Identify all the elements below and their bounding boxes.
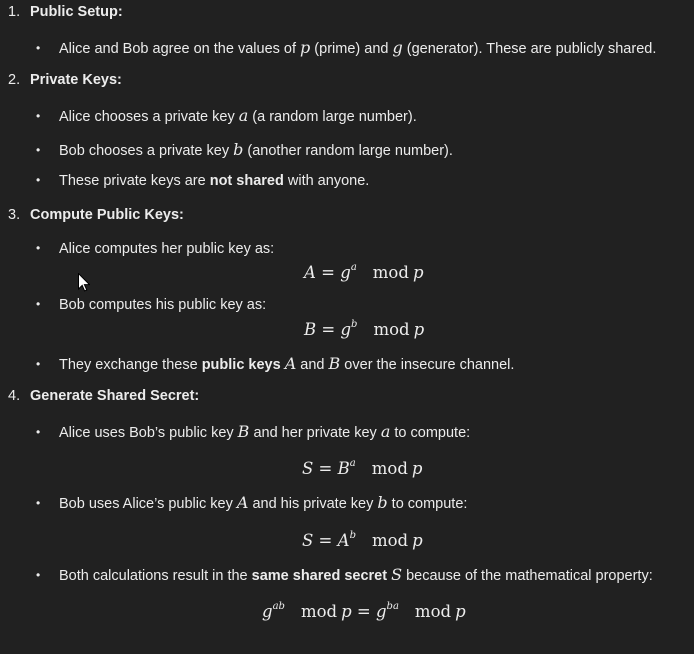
step-title: Generate Shared Secret: <box>30 388 200 404</box>
math-var: a <box>238 106 249 125</box>
math-var: B <box>237 422 250 441</box>
list-item: • Alice chooses a private key a (a random large number). <box>36 106 417 125</box>
step-number: 4. <box>8 388 21 404</box>
bullet-dot: • <box>36 357 41 371</box>
step-title: Compute Public Keys: <box>30 207 184 223</box>
math-var: S <box>391 565 403 584</box>
step-2-heading <box>8 72 122 88</box>
list-item: • Bob chooses a private key b (another random large number). <box>36 140 453 159</box>
bold-text: public keys <box>201 357 281 373</box>
list-item: • Both calculations result in the same shared secret S because of the mathematical property: <box>36 565 653 584</box>
bullet-dot: • <box>36 425 41 439</box>
formula-public-key-b: $B = g^b$ mod p <box>304 319 425 339</box>
bullet-dot: • <box>36 143 41 157</box>
list-item: • Bob uses Alice’s public key A and his private key b to compute: <box>36 493 468 512</box>
math-var: B <box>328 354 341 373</box>
step-1-heading <box>8 4 123 20</box>
list-item: • Bob computes his public key as: <box>36 297 267 313</box>
list-item: • Alice and Bob agree on the values of p (prime) and g (generator). These are publicly shared. <box>36 38 657 57</box>
math-var: p <box>300 38 311 57</box>
bullet-dot: • <box>36 41 41 55</box>
math-var: A <box>284 354 297 373</box>
bullet-dot: • <box>36 297 41 311</box>
math-var: A <box>236 493 249 512</box>
formula-property: $g^{ab}$ mod $p = g^{ba}$ mod p <box>262 601 466 621</box>
formula-shared-secret-bob: $S = A^b$ mod p <box>302 530 423 550</box>
math-var: b <box>233 140 244 159</box>
step-title: Private Keys: <box>30 72 122 88</box>
list-item: • These private keys are not shared with anyone. <box>36 173 370 189</box>
list-item: • Alice computes her public key as: <box>36 241 275 257</box>
formula-public-key-a: $A = g^a$ mod p <box>304 262 424 282</box>
list-item: • They exchange these public keys A and B over the insecure channel. <box>36 354 515 373</box>
step-3-heading <box>8 207 184 223</box>
math-var: b <box>377 493 388 512</box>
step-title: Public Setup: <box>30 4 123 20</box>
bullet-dot: • <box>36 568 41 582</box>
math-var: g <box>392 38 403 57</box>
formula-shared-secret-alice: $S = B^a$ mod p <box>302 458 423 478</box>
step-number: 3. <box>8 207 21 223</box>
math-var: a <box>380 422 391 441</box>
list-item: • Alice uses Bob’s public key B and her private key a to compute: <box>36 422 471 441</box>
bullet-dot: • <box>36 241 41 255</box>
bullet-dot: • <box>36 173 41 187</box>
bullet-dot: • <box>36 496 41 510</box>
bullet-dot: • <box>36 109 41 123</box>
mouse-cursor-icon <box>78 273 90 292</box>
step-4-heading <box>8 388 199 404</box>
bold-text: not shared <box>209 173 284 189</box>
step-number: 1. <box>8 4 21 20</box>
step-number: 2. <box>8 72 21 88</box>
bold-text: same shared secret <box>251 568 388 584</box>
